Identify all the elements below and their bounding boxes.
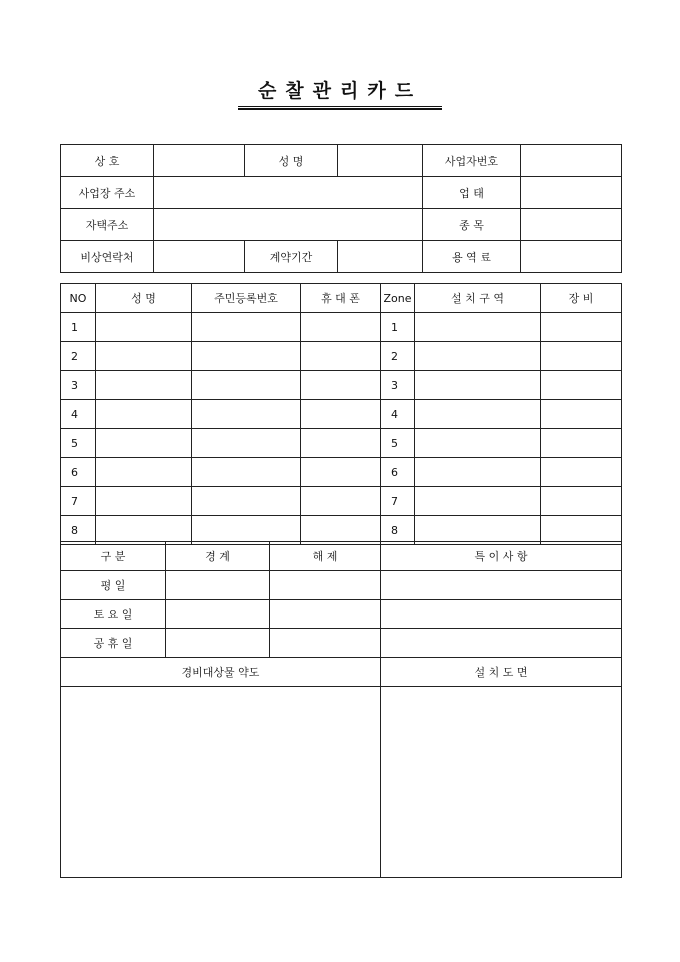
title-underline-thick (238, 108, 442, 110)
service-fee-field[interactable] (521, 241, 622, 273)
row-number: 1 (61, 313, 96, 342)
resident-number-cell[interactable] (192, 400, 301, 429)
contract-period-label: 계약기간 (245, 241, 338, 273)
install-area-cell[interactable] (415, 487, 541, 516)
mobile-cell[interactable] (301, 400, 381, 429)
table-row (61, 400, 622, 429)
row-number: 6 (61, 458, 96, 487)
business-type-field[interactable] (521, 177, 622, 209)
notes-cell[interactable] (381, 629, 622, 658)
zone-number: 7 (381, 487, 415, 516)
item-field[interactable] (521, 209, 622, 241)
zone-number: 1 (381, 313, 415, 342)
install-area-cell[interactable] (415, 429, 541, 458)
mobile-header: 휴 대 폰 (301, 284, 381, 313)
row-number: 3 (61, 371, 96, 400)
zone-number: 6 (381, 458, 415, 487)
mobile-cell[interactable] (301, 371, 381, 400)
biz-address-label: 사업장 주소 (61, 177, 154, 209)
row-number: 2 (61, 342, 96, 371)
resident-number-cell[interactable] (192, 313, 301, 342)
equipment-cell[interactable] (541, 458, 622, 487)
install-drawing-header: 설 치 도 면 (381, 658, 622, 687)
owner-name-label: 성 명 (245, 145, 338, 177)
install-area-cell[interactable] (415, 458, 541, 487)
equipment-cell[interactable] (541, 342, 622, 371)
contract-period-field[interactable] (338, 241, 423, 273)
resident-number-cell[interactable] (192, 342, 301, 371)
schedule-table (60, 541, 622, 878)
mobile-cell[interactable] (301, 487, 381, 516)
mobile-cell[interactable] (301, 429, 381, 458)
biz-number-field[interactable] (521, 145, 622, 177)
table-row (61, 313, 622, 342)
item-label: 종 목 (423, 209, 521, 241)
table-row (61, 371, 622, 400)
member-name-cell[interactable] (96, 458, 192, 487)
owner-name-field[interactable] (338, 145, 423, 177)
notes-cell[interactable] (381, 600, 622, 629)
zone-number: 5 (381, 429, 415, 458)
premises-sketch-header: 경비대상물 약도 (61, 658, 381, 687)
zone-number: 4 (381, 400, 415, 429)
schedule-row-label: 토 요 일 (61, 600, 166, 629)
resident-number-cell[interactable] (192, 458, 301, 487)
row-number: 5 (61, 429, 96, 458)
resident-number-cell[interactable] (192, 487, 301, 516)
resident-number-cell[interactable] (192, 429, 301, 458)
row-number: 7 (61, 487, 96, 516)
disarm-header: 해 제 (270, 542, 381, 571)
premises-sketch-area[interactable] (61, 687, 381, 878)
arm-time-cell[interactable] (166, 629, 270, 658)
zone-number: 2 (381, 342, 415, 371)
equipment-cell[interactable] (541, 313, 622, 342)
table-row (61, 458, 622, 487)
install-area-cell[interactable] (415, 313, 541, 342)
home-address-field[interactable] (154, 209, 423, 241)
member-name-cell[interactable] (96, 400, 192, 429)
member-name-cell[interactable] (96, 429, 192, 458)
member-name-cell[interactable] (96, 487, 192, 516)
arm-time-cell[interactable] (166, 571, 270, 600)
zone-number: 8 (381, 516, 415, 545)
biz-number-label: 사업자번호 (423, 145, 521, 177)
equipment-cell[interactable] (541, 400, 622, 429)
equipment-cell[interactable] (541, 487, 622, 516)
trade-name-field[interactable] (154, 145, 245, 177)
schedule-row-label: 평 일 (61, 571, 166, 600)
install-area-cell[interactable] (415, 400, 541, 429)
mobile-cell[interactable] (301, 342, 381, 371)
member-name-cell[interactable] (96, 371, 192, 400)
member-name-header: 성 명 (96, 284, 192, 313)
equipment-header: 장 비 (541, 284, 622, 313)
notes-header: 특 이 사 항 (381, 542, 622, 571)
customer-info-table (60, 144, 622, 273)
category-header: 구 분 (61, 542, 166, 571)
row-number: 4 (61, 400, 96, 429)
install-area-cell[interactable] (415, 371, 541, 400)
resident-number-header: 주민등록번호 (192, 284, 301, 313)
install-area-cell[interactable] (415, 342, 541, 371)
disarm-time-cell[interactable] (270, 629, 381, 658)
no-header: NO (61, 284, 96, 313)
table-row (61, 342, 622, 371)
table-row (61, 487, 622, 516)
install-drawing-area[interactable] (381, 687, 622, 878)
notes-cell[interactable] (381, 571, 622, 600)
emergency-contact-label: 비상연락처 (61, 241, 154, 273)
equipment-cell[interactable] (541, 371, 622, 400)
trade-name-label: 상 호 (61, 145, 154, 177)
mobile-cell[interactable] (301, 458, 381, 487)
equipment-cell[interactable] (541, 429, 622, 458)
roster-table (60, 283, 622, 545)
home-address-label: 자택주소 (61, 209, 154, 241)
table-row (61, 429, 622, 458)
emergency-contact-field[interactable] (154, 241, 245, 273)
arm-header: 경 계 (166, 542, 270, 571)
zone-header: Zone (381, 284, 415, 313)
title-underline (238, 106, 442, 107)
service-fee-label: 용 역 료 (423, 241, 521, 273)
member-name-cell[interactable] (96, 342, 192, 371)
arm-time-cell[interactable] (166, 600, 270, 629)
resident-number-cell[interactable] (192, 371, 301, 400)
row-number: 8 (61, 516, 96, 545)
business-type-label: 업 태 (423, 177, 521, 209)
schedule-row-label: 공 휴 일 (61, 629, 166, 658)
member-name-cell[interactable] (96, 313, 192, 342)
page-title: 순찰관리카드 (257, 80, 423, 102)
install-area-header: 설 치 구 역 (415, 284, 541, 313)
disarm-time-cell[interactable] (270, 600, 381, 629)
biz-address-field[interactable] (154, 177, 423, 209)
zone-number: 3 (381, 371, 415, 400)
mobile-cell[interactable] (301, 313, 381, 342)
disarm-time-cell[interactable] (270, 571, 381, 600)
